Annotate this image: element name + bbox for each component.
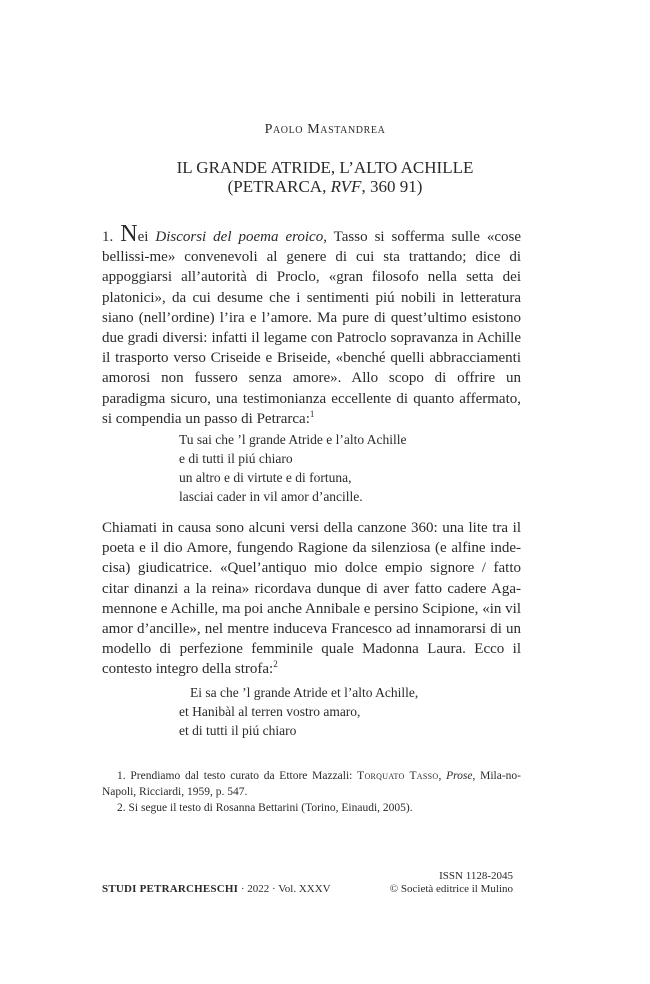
verse-line: et Hanibàl al terren vostro amaro, [179,704,361,719]
verse-line: lasciai cader in vil amor d’ancille. [179,489,363,504]
verse-quote-1 [179,430,406,506]
drop-cap: N [120,221,138,247]
footnote-ref-2: 2 [273,659,278,670]
title-line-2: (PETRARCA, RVF, 360 91) [227,177,423,196]
article-title [0,158,650,196]
title-line-1: IL GRANDE ATRIDE, L’ALTO ACHILLE [176,158,474,177]
paragraph-1: 1. Nei Discorsi del poema eroico, Tasso si sofferma sulle «cose bellissi-me» convenevoli al genere di cui sta trattando; dice di appoggiarsi all’autorità di Proclo, «gran filosofo nella setta dei platonici», da cui desume che i sentimenti piú nobili in letteratura siano (nell’ordine) l’ira e l’amore. Ma pure di quest’ultimo esistono due gradi diversi: infatti il legame con Patroclo sopravanza in Achille il trasporto verso Criseide e Briseide, «benché quelli abbracciamenti amorosi non fussero senza amore». Allo scopo di offrire un paradigma sicuro, una testimonianza eccellente di quanto affermato, si compendia un passo di Petrarca:$^1$ [102,221,522,427]
verse-line: et di tutti il piú chiaro [179,723,297,738]
footnotes [102,768,521,816]
verse-line: e di tutti il piú chiaro [179,451,293,466]
author-name: Paolo Mastandrea [264,122,386,137]
footnote-ref-1: 1 [309,408,315,419]
verse-line: Ei sa che ’l grande Atride et l’alto Achille, [190,685,419,700]
paragraph-2: Chiamati in causa sono alcuni versi della canzone 360: una lite tra il poeta e il dio Amore, fungendo Ragione da silenziosa (e alfine inde-cisa) giudicatrice. «Quel’antiquo mio dolce empio signore / fatto citar dinanzi a la reina» ricordava dunque di aver fatto cadere Aga-mennone e Achille, ma poi anche Annibale e persino Scipione, «in vil amor d’ancille», nel mentre induceva Francesco ad innamorarsi di un modello di perfezione femminile quale Madonna Laura. Ecco il contesto integro della strofa:$^2$ [102,520,521,678]
footnote-2: 2. Si segue il testo di Rosanna Bettarini (Torino, Einaudi, 2005). [117,802,413,814]
journal-info: STUDI PETRARCHESCHI · 2022 · Vol. XXXV [102,883,331,895]
footnote-1: 1. Prendiamo dal testo curato da Ettore Mazzali: Torquato Tasso, Prose, Mila-no-Napoli, Ricciardi, 1959, p. 547. [102,770,521,798]
issn: ISSN 1128-2045 [439,870,513,882]
verse-quote-2 [179,683,418,740]
verse-line: Tu sai che ’l grande Atride e l’alto Achille [179,432,407,447]
publisher: © Società editrice il Mulino [389,883,513,895]
work-title: Discorsi del poema eroico [155,229,324,245]
journal-name: STUDI PETRARCHESCHI [102,883,239,895]
verse-line: un altro e di virtute e di fortuna, [179,470,352,485]
section-number: 1. [102,229,121,245]
